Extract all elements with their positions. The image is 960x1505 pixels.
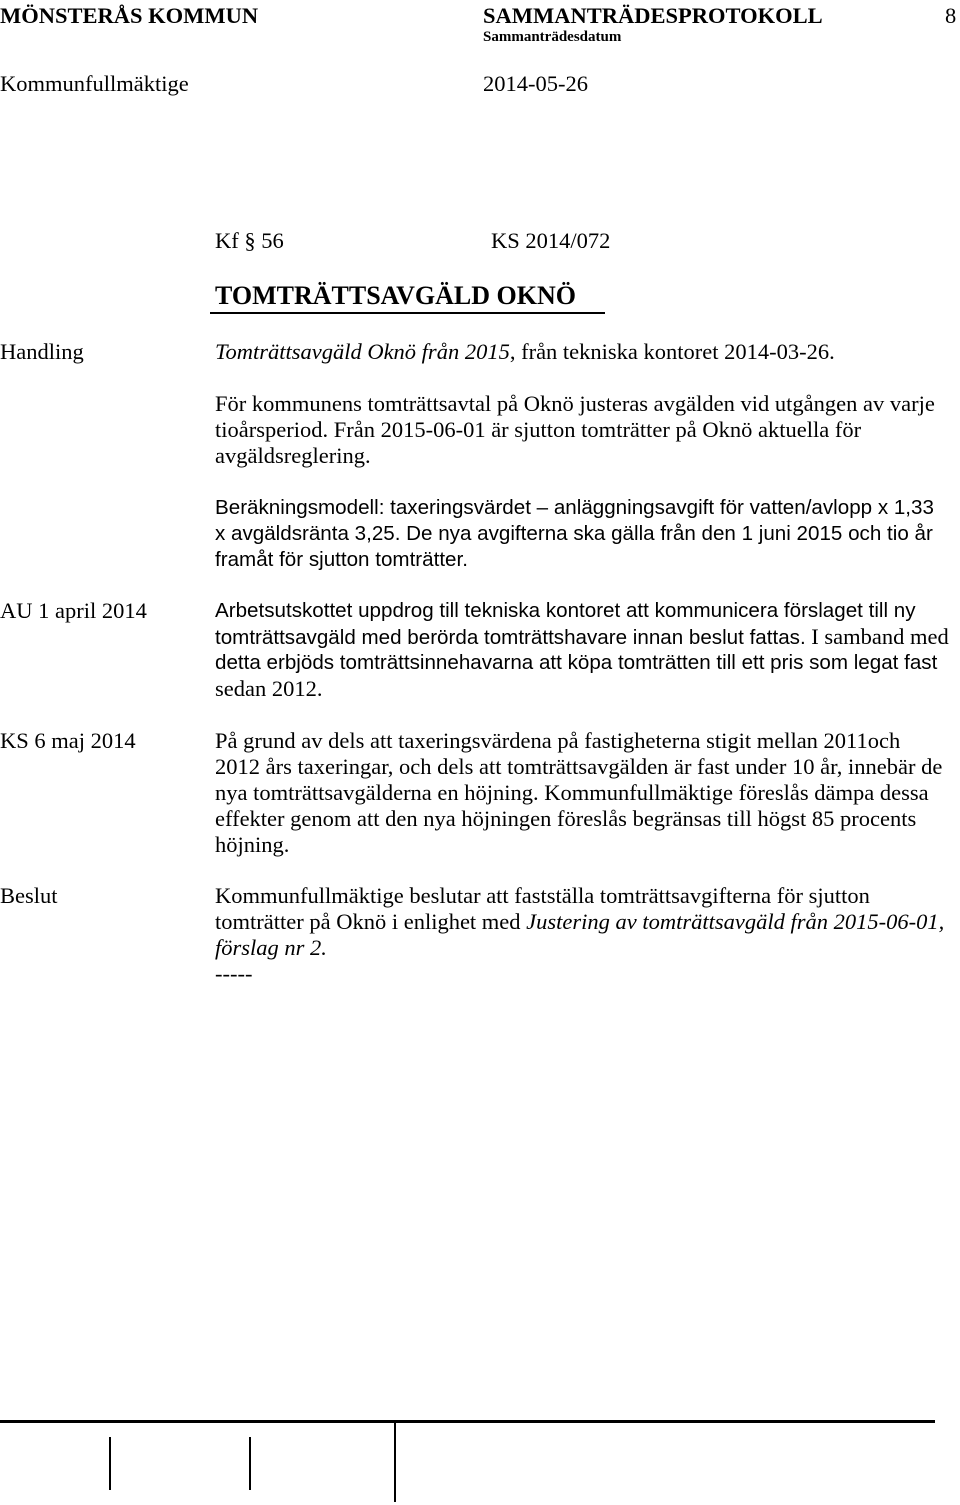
signature-box-divider: [109, 1437, 111, 1490]
calculation-line: framåt för sjutton tomträtter.: [215, 548, 468, 571]
decision-label: Beslut: [0, 883, 58, 908]
signature-box-divider: [249, 1437, 251, 1490]
ks-paragraph: [215, 728, 942, 858]
ks-label: KS 6 maj 2014: [0, 728, 136, 753]
signature-box-divider: [394, 1423, 396, 1502]
decision-referenced-document: Justering av tomträttsavgäld från 2015-06-01,: [526, 909, 945, 934]
signature-table-top-border: [0, 1420, 935, 1423]
document-type: SAMMANTRÄDESPROTOKOLL: [483, 3, 823, 28]
case-number: KS 2014/072: [491, 228, 611, 253]
meeting-date: 2014-05-26: [483, 71, 588, 96]
decision-line: Kommunfullmäktige beslutar att fastställa tomträttsavgifterna för sjutton: [215, 883, 870, 908]
council-body: Kommunfullmäktige: [0, 71, 189, 96]
meeting-date-label: Sammanträdesdatum: [483, 29, 622, 45]
ks-line: nya tomträttsavgälderna en höjning. Kommunfullmäktige föreslås dämpa dessa: [215, 780, 929, 805]
ks-line: På grund av dels att taxeringsvärdena på fastigheterna stigit mellan 2011och: [215, 728, 901, 753]
decision-paragraph: [215, 883, 944, 987]
page-number: 8: [945, 3, 957, 28]
background-line: För kommunens tomträttsavtal på Oknö justeras avgälden vid utgången av varje: [215, 391, 935, 416]
au-line: Arbetsutskottet uppdrog till tekniska kontoret att kommunicera förslaget till ny: [215, 599, 916, 622]
municipality-name: MÖNSTERÅS KOMMUN: [0, 3, 259, 28]
calculation-line: Beräkningsmodell: taxeringsvärdet – anläggningsavgift för vatten/avlopp x 1,33: [215, 496, 934, 519]
background-line: avgäldsreglering.: [215, 443, 371, 468]
au-line: detta erbjöds tomträttsinnehavarna att köpa tomträtten till ett pris som legat fast: [215, 651, 938, 674]
au-line: sedan 2012.: [215, 676, 323, 701]
au-paragraph: [215, 598, 949, 702]
handling-source: , från tekniska kontoret 2014-03-26.: [509, 339, 835, 364]
handling-document-title: Tomträttsavgäld Oknö från 2015: [215, 339, 510, 364]
au-line: [215, 624, 949, 650]
ks-line: 2012 års taxeringar, och dels att tomträttsavgälden är fast under 10 år, innebär de: [215, 754, 943, 779]
decision-line: förslag nr 2.: [215, 935, 327, 960]
background-paragraph: [215, 391, 935, 469]
calculation-paragraph: [215, 495, 934, 573]
ks-line: effekter genom att den nya höjningen föreslås begränsas till högst 85 procents: [215, 806, 917, 831]
ks-line: höjning.: [215, 832, 290, 857]
decision-line-segment: tomträtter på Oknö i enlighet med: [215, 909, 527, 934]
handling-label: Handling: [0, 339, 84, 364]
au-line-segment: tomträttsavgäld med berörda tomträttshavare innan beslut fattas.: [215, 626, 806, 649]
background-line: tioårsperiod. Från 2015-06-01 är sjutton tomträtter på Oknö aktuella för: [215, 417, 862, 442]
au-line-segment: I samband med: [805, 624, 949, 649]
decision-end-marker: -----: [215, 961, 253, 986]
title-underline: [210, 312, 605, 314]
calculation-line: x avgäldsränta 3,25. De nya avgifterna ska gälla från den 1 juni 2015 och tio år: [215, 522, 933, 545]
item-title: TOMTRÄTTSAVGÄLD OKNÖ: [215, 281, 576, 310]
decision-line: [215, 909, 944, 935]
handling-text: [215, 339, 835, 365]
au-label: AU 1 april 2014: [0, 598, 147, 623]
paragraph-number: Kf § 56: [215, 228, 284, 253]
